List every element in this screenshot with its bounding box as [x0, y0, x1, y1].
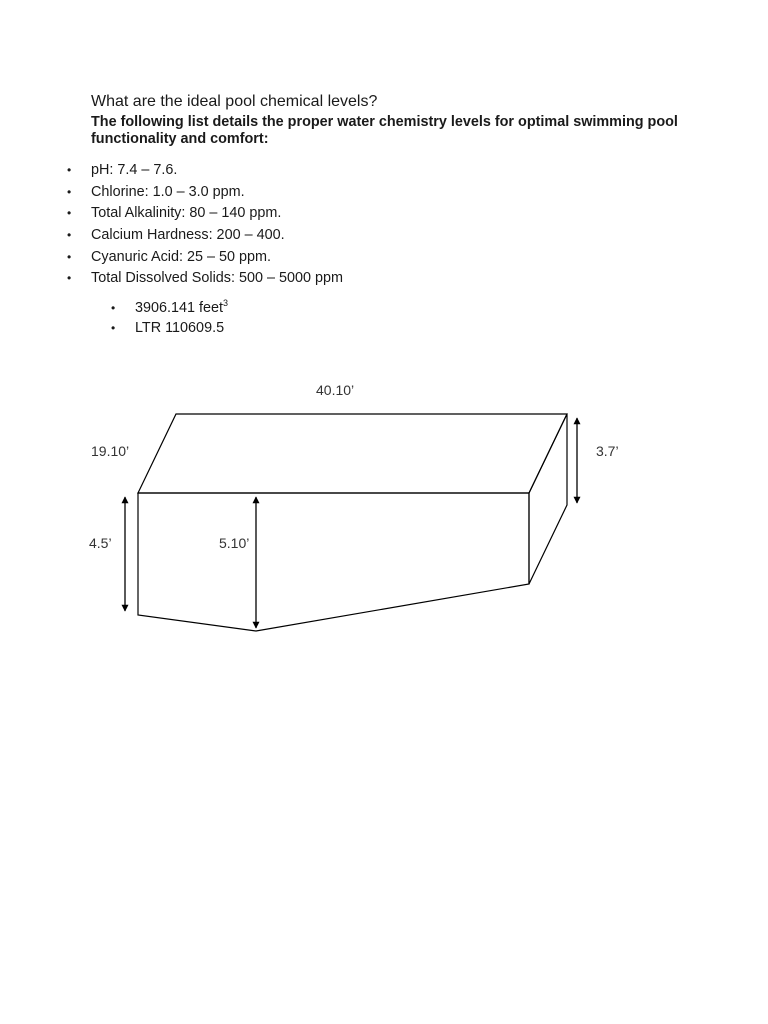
volume-cubic-feet: 3906.141 feet	[135, 300, 224, 316]
bullet-icon: •	[67, 206, 72, 221]
pool-side-face	[529, 414, 567, 584]
bullet-icon: •	[67, 249, 72, 264]
pool-front-face	[138, 493, 529, 631]
page-subheading: The following list details the proper water chemistry levels for optimal swimming pool functionality and comfort:	[91, 114, 678, 147]
shallow-end-label: 3.7’	[596, 443, 619, 459]
bullet-icon: •	[67, 271, 72, 286]
chemical-level-chlorine: Chlorine: 1.0 – 3.0 ppm.	[91, 183, 245, 200]
chemical-level-alkalinity: Total Alkalinity: 80 – 140 ppm.	[91, 205, 282, 222]
bullet-icon: •	[67, 228, 72, 243]
chemical-level-cyanuric: Cyanuric Acid: 25 – 50 ppm.	[91, 248, 271, 265]
length-label: 40.10’	[316, 382, 355, 398]
pool-top-face	[138, 414, 567, 493]
deep-point-label: 5.10’	[219, 535, 250, 551]
volume-exponent: 3	[223, 298, 229, 308]
chemical-level-ph: pH: 7.4 – 7.6.	[91, 162, 178, 178]
bullet-icon: •	[111, 321, 116, 335]
chemical-level-calcium: Calcium Hardness: 200 – 400.	[91, 227, 285, 244]
page-heading: What are the ideal pool chemical levels?	[91, 93, 378, 110]
bullet-icon: •	[111, 301, 116, 315]
bullet-icon: •	[67, 184, 72, 199]
volume-liters: LTR 110609.5	[135, 320, 225, 336]
bullet-icon: •	[67, 163, 72, 177]
end-depth-label: 4.5’	[89, 535, 112, 551]
chemical-level-tds: Total Dissolved Solids: 500 – 5000 ppm	[91, 270, 343, 287]
width-label: 19.10’	[91, 443, 130, 459]
